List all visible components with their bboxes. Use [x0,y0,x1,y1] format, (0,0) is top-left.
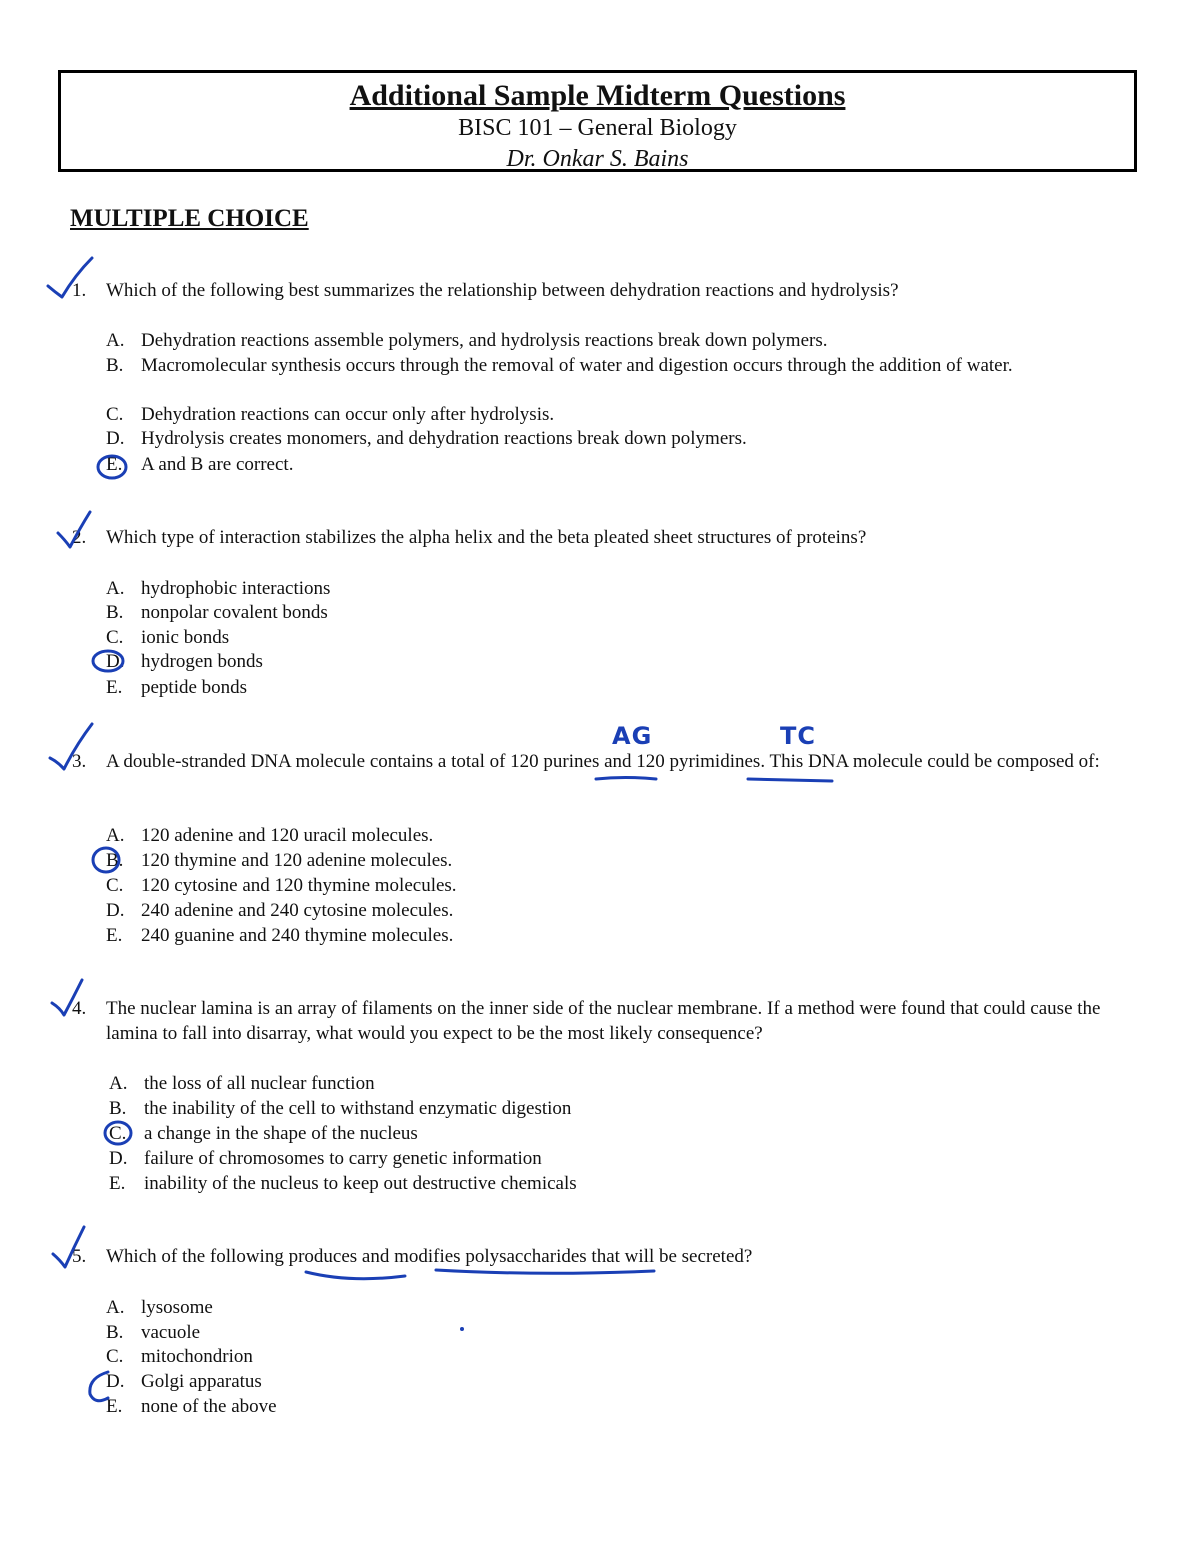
header-box [58,70,1137,172]
author-name: Dr. Onkar S. Bains [506,146,689,172]
question-text: Which of the following best summarizes the relationship between dehydration reactions and hydrolysis? [106,280,899,301]
question-number: 4. [72,998,87,1019]
question-number: 3. [72,751,87,772]
question-text: Which type of interaction stabilizes the alpha helix and the beta pleated sheet structures of proteins? [106,527,867,548]
question-text: Which of the following produces and modifies polysaccharides that will be secreted? [106,1246,753,1267]
handwritten-note-purines: AG [612,722,653,750]
document-title: Additional Sample Midterm Questions [349,79,846,112]
handwritten-note-pyrimidines: TC [780,722,816,750]
underline-mark [596,778,656,780]
underline-mark [436,1270,654,1273]
question-number: 1. [72,280,87,301]
question-text: A double-stranded DNA molecule contains a total of 120 purines and 120 pyrimidines. This DNA molecule could be composed of: [106,751,1100,772]
question-number: 2. [72,527,87,548]
section-heading: MULTIPLE CHOICE [70,205,309,232]
underline-mark [306,1272,405,1279]
question-text: The nuclear lamina is an array of filaments on the inner side of the nuclear membrane. If a method were found that could cause the lamina to fall into disarray, what would you expect to be the most likely consequence? [106,998,1101,1044]
question-number: 5. [72,1246,87,1267]
course-name: BISC 101 – General Biology [458,115,737,141]
underline-mark [748,779,832,781]
